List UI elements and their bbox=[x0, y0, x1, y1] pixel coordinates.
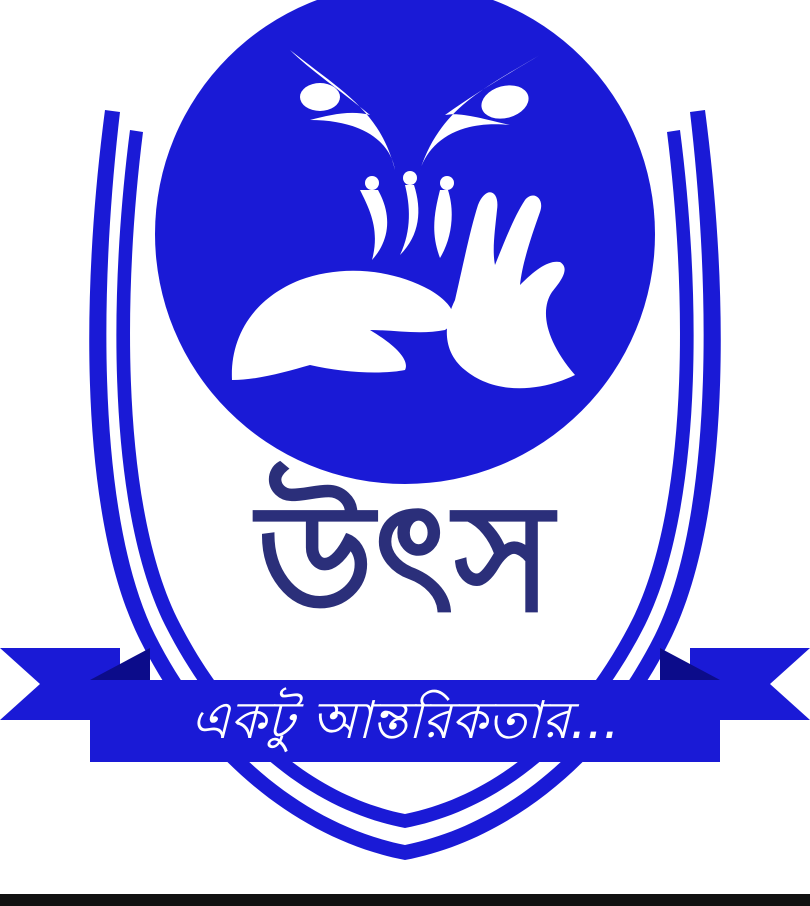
bottom-bar bbox=[0, 894, 810, 906]
logo-title: উৎস bbox=[256, 472, 554, 646]
emblem-circle bbox=[155, 0, 655, 484]
logo-tagline: একটু আন্তরিকতার... bbox=[190, 691, 620, 751]
